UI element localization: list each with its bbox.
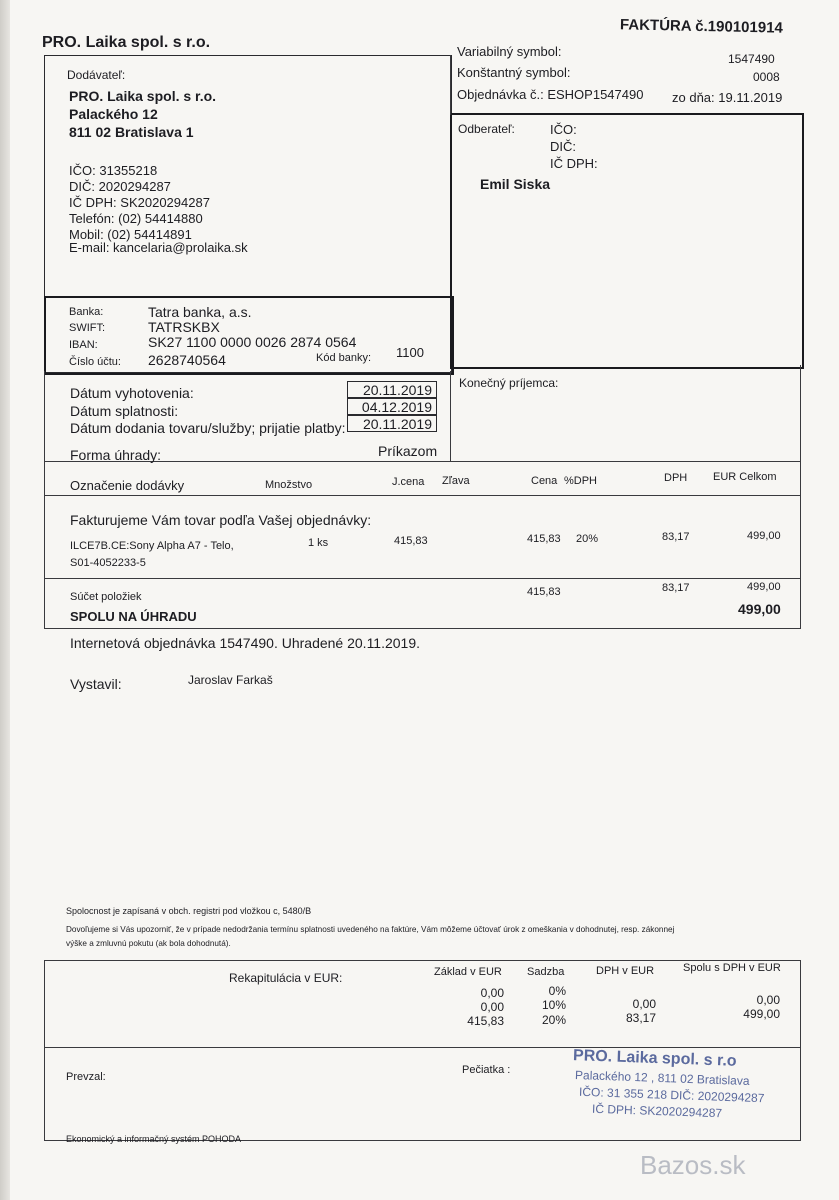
item-name: ILCE7B.CE:Sony Alpha A7 - Telo, <box>70 540 234 552</box>
software-note: Ekonomický a informačný systém POHODA <box>66 1134 242 1144</box>
col-qty: Množstvo <box>265 479 313 491</box>
recap-row-2-rate: 20% <box>541 1013 566 1027</box>
col-unit-price: J.cena <box>392 476 425 488</box>
variable-symbol-label: Variabilný symbol: <box>457 44 562 59</box>
recap-row-1-vat: 0,00 <box>632 997 656 1011</box>
supplier-mobile: Mobil: (02) 54414891 <box>69 227 192 242</box>
item-unit-price: 415,83 <box>394 535 428 547</box>
col-price: Cena <box>531 475 558 487</box>
supplier-ico: IČO: 31355218 <box>69 163 158 178</box>
customer-box <box>450 113 804 369</box>
sum-price: 415,83 <box>527 586 561 598</box>
issued-date-label: Dátum vyhotovenia: <box>70 385 194 401</box>
variable-symbol: 1547490 <box>728 52 775 66</box>
warning-line-1: Dovoľujeme si Vás upozorniť, že v prípade nedodržania termínu splatnosti uvedeného na faktúre, Vám môžeme účtovať úrok z omeškania v dohodnutej, resp. zákonnej <box>66 925 675 934</box>
item-serial: S01-4052233-5 <box>70 557 146 569</box>
due-date: 04.12.2019 <box>347 398 437 415</box>
stamp-vat-id: IČ DPH: SK2020294287 <box>591 1101 723 1121</box>
issued-by-label: Vystavil: <box>70 676 122 692</box>
divider <box>800 461 801 628</box>
stamp-label: Pečiatka : <box>462 1064 511 1076</box>
recap-row-1-base: 0,00 <box>480 1000 504 1014</box>
item-qty: 1 ks <box>308 537 329 549</box>
final-recipient-label: Konečný príjemca: <box>459 376 559 390</box>
recap-row-2-vat: 83,17 <box>625 1011 656 1025</box>
delivery-date: 20.11.2019 <box>347 415 437 432</box>
bank-code: 1100 <box>396 345 424 360</box>
recap-col-vat: DPH v EUR <box>596 965 655 977</box>
internet-order-note: Internetová objednávka 1547490. Uhradené 20.11.2019. <box>70 635 421 651</box>
account-number: 2628740564 <box>148 352 226 368</box>
divider <box>44 371 45 628</box>
col-vat: DPH <box>664 472 688 484</box>
received-label: Prevzal: <box>66 1071 106 1083</box>
divider <box>800 960 801 1140</box>
divider <box>44 628 801 629</box>
col-total: EUR Celkom <box>713 471 777 483</box>
divider <box>44 495 801 496</box>
issued-date: 20.11.2019 <box>347 381 437 398</box>
swift-label: SWIFT: <box>69 322 106 334</box>
recap-row-0-rate: 0% <box>548 984 566 998</box>
item-total: 499,00 <box>747 530 781 542</box>
customer-icdph-label: IČ DPH: <box>550 156 598 171</box>
supplier-street: Palackého 12 <box>69 106 158 122</box>
payment-method-label: Forma úhrady: <box>70 447 162 463</box>
to-pay-label: SPOLU NA ÚHRADU <box>70 609 197 624</box>
delivery-date-label: Dátum dodania tovaru/služby; prijatie platby: <box>70 420 346 436</box>
customer-ico-label: IČO: <box>550 122 577 137</box>
order-date: zo dňa: 19.11.2019 <box>672 90 783 105</box>
divider <box>44 1047 801 1048</box>
item-price: 415,83 <box>527 533 561 545</box>
to-pay-amount: 499,00 <box>738 601 781 617</box>
divider <box>44 960 45 1140</box>
divider <box>450 55 451 115</box>
customer-label: Odberateľ: <box>458 122 515 136</box>
divider <box>450 371 451 461</box>
divider <box>44 960 801 961</box>
recap-col-rate: Sadzba <box>527 966 565 978</box>
order-number: Objednávka č.: ESHOP1547490 <box>457 87 644 102</box>
sum-total: 499,00 <box>747 581 781 593</box>
recap-row-2-total: 499,00 <box>743 1007 780 1021</box>
register-note: Spolocnost je zapísaná v obch. registri pod vložkou c, 5480/B <box>66 906 312 916</box>
sum-vat: 83,17 <box>662 582 690 594</box>
supplier-label: Dodávateľ: <box>67 68 126 82</box>
recap-row-1-rate: 10% <box>541 998 566 1012</box>
payment-method: Príkazom <box>378 443 438 459</box>
recap-label: Rekapitulácia v EUR: <box>229 971 343 985</box>
recap-row-1-total: 0,00 <box>756 993 780 1007</box>
warning-line-2: výške a zmluvnú pokutu (ak bola dohodnutá). <box>66 939 231 948</box>
item-vat-pct: 20% <box>576 533 599 545</box>
supplier-dic: DIČ: 2020294287 <box>69 179 171 194</box>
recap-col-base: Základ v EUR <box>434 966 502 978</box>
supplier-name: PRO. Laika spol. s r.o. <box>69 88 217 104</box>
recap-row-2-base: 415,83 <box>467 1014 504 1028</box>
divider <box>800 365 801 461</box>
stamp-address: Palackého 12 , 811 02 Bratislava <box>574 1067 750 1089</box>
watermark-logo: Bazos.sk <box>640 1150 746 1180</box>
stamp-company: PRO. Laika spol. s r.o <box>572 1047 737 1070</box>
iban: SK27 1100 0000 0026 2874 0564 <box>148 334 357 350</box>
supplier-phone: Telefón: (02) 54414880 <box>69 211 203 226</box>
invoice-title: FAKTÚRA č.190101914 <box>619 16 784 37</box>
customer-dic-label: DIČ: <box>550 139 576 154</box>
divider <box>44 578 801 579</box>
col-vat-pct: %DPH <box>564 475 598 487</box>
bank-name: Tatra banka, a.s. <box>148 304 252 320</box>
issued-by-name: Jaroslav Farkaš <box>188 673 273 687</box>
constant-symbol-label: Konštantný symbol: <box>457 65 571 80</box>
recap-row-0-base: 0,00 <box>480 986 504 1000</box>
stamp-ids: IČO: 31 355 218 DIČ: 2020294287 <box>578 1084 765 1106</box>
constant-symbol: 0008 <box>753 70 780 84</box>
col-discount: Zľava <box>442 475 470 487</box>
company-header: PRO. Laika spol. s r.o. <box>42 34 211 51</box>
recap-col-total: Spolu s DPH v EUR <box>683 962 781 974</box>
item-vat: 83,17 <box>662 531 690 543</box>
supplier-icdph: IČ DPH: SK2020294287 <box>69 195 210 210</box>
due-date-label: Dátum splatnosti: <box>70 403 179 419</box>
table-intro: Fakturujeme Vám tovar podľa Vašej objednávky: <box>70 512 372 528</box>
supplier-city: 811 02 Bratislava 1 <box>69 124 194 140</box>
swift-code: TATRSKBX <box>148 319 220 335</box>
supplier-email: E-mail: kancelaria@prolaika.sk <box>69 240 248 255</box>
bank-code-label: Kód banky: <box>316 352 372 364</box>
iban-label: IBAN: <box>69 339 98 351</box>
account-label: Číslo účtu: <box>69 356 121 368</box>
bank-label: Banka: <box>69 306 104 318</box>
sum-label: Súčet položiek <box>70 591 142 603</box>
col-item: Označenie dodávky <box>70 478 185 493</box>
customer-name: Emil Siska <box>480 176 551 192</box>
